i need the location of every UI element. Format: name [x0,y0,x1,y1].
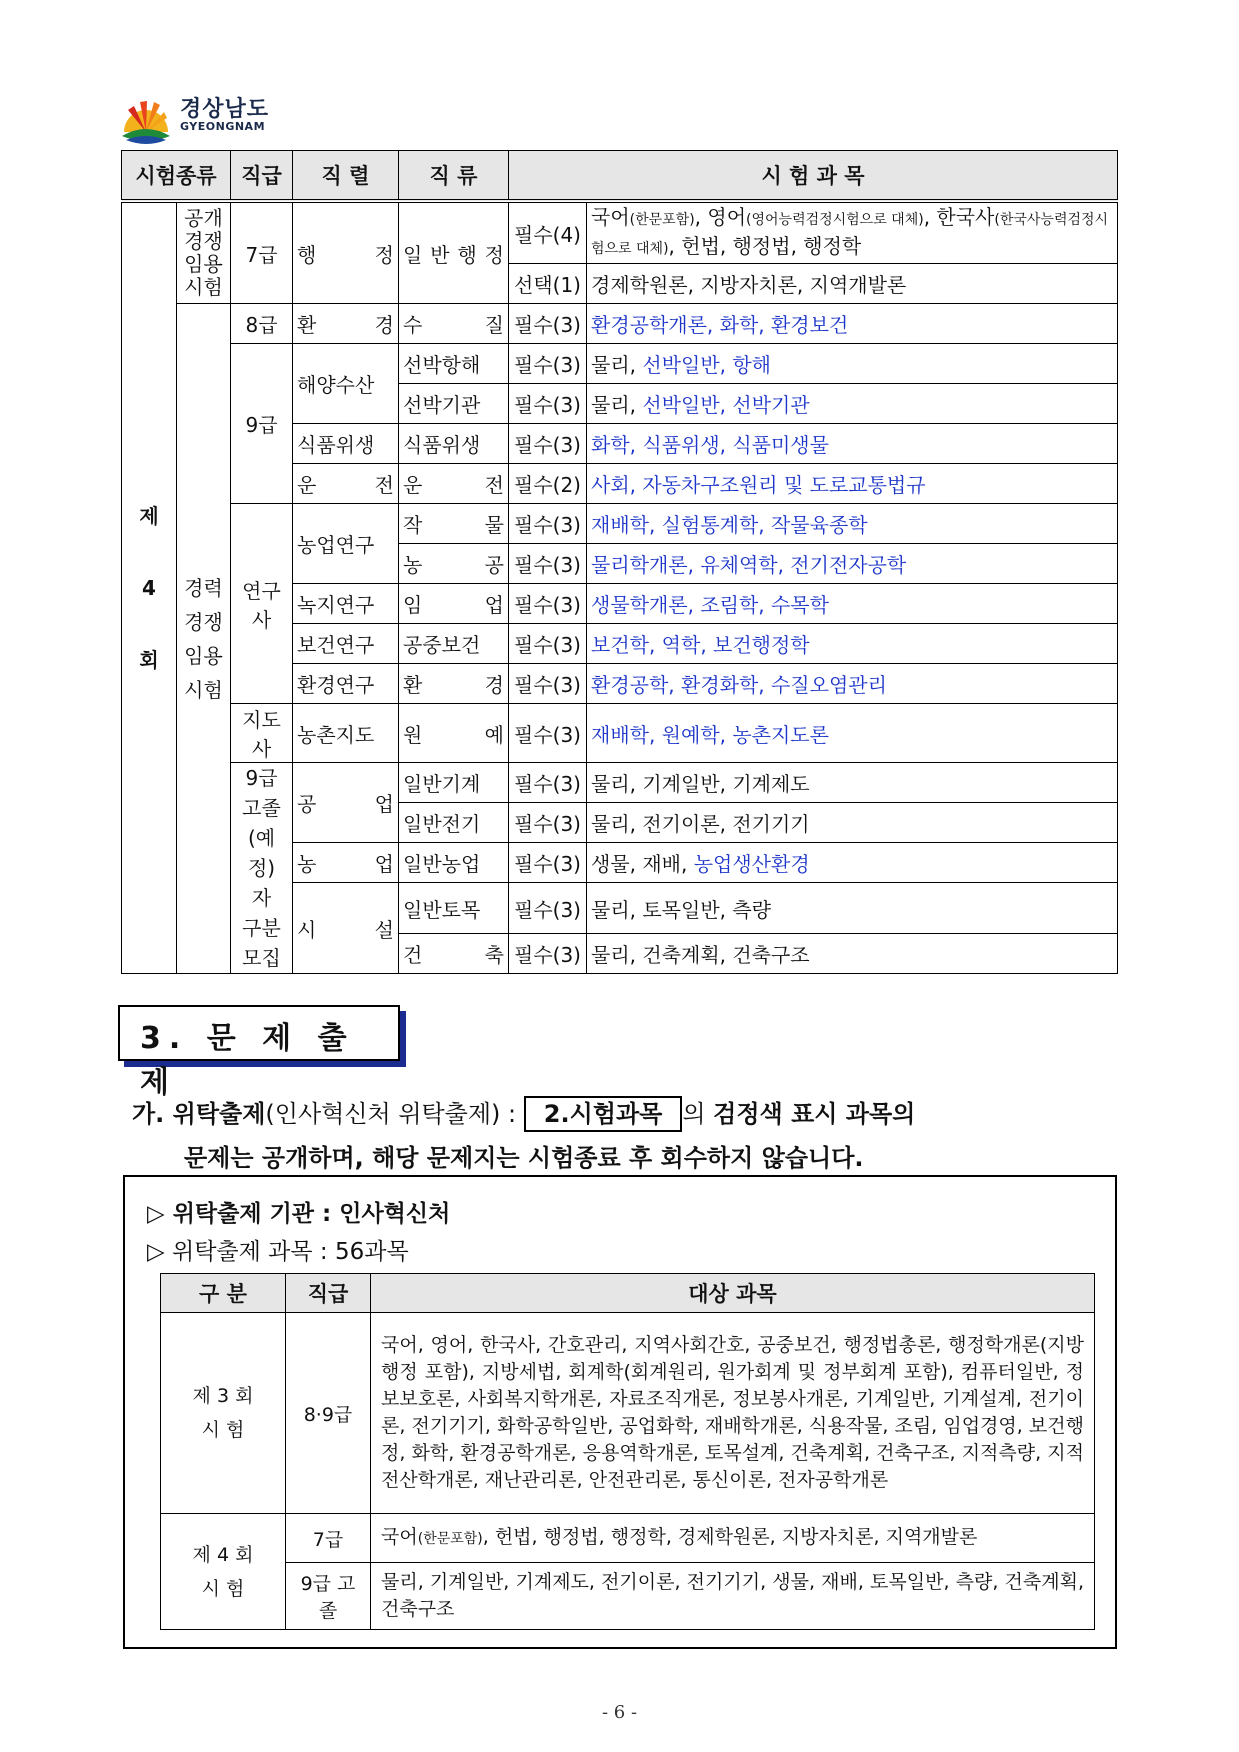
commission-agency: ▷ 위탁출제 기관 : 인사혁신처 [147,1201,451,1227]
subjects-cell [587,763,1118,803]
round-label-part: 회 [139,648,159,672]
subseries-cell: 일반전기 [399,803,509,843]
series-cell: 농 업 [293,843,399,883]
subject-note: (영어능력검정시험으로 대체) [746,212,924,228]
round-4-label [161,1514,286,1630]
commission-subject-count: ▷ 위탁출제 과목 : 56과목 [147,1239,409,1265]
header-grade: 직급 [231,151,293,202]
grade-cell: 연구사 [231,504,293,704]
subjects-cell [587,883,1118,934]
commission-paragraph [132,1092,1122,1180]
table-row [161,1313,1095,1514]
subject-text-blue: 선박일반, 선박기관 [642,393,810,417]
required-label: 필수(3) [509,843,587,883]
required-label: 필수(3) [509,883,587,934]
subjects-cell [587,803,1118,843]
required-label: 필수(3) [509,934,587,974]
series-cell: 식품위생 [293,424,399,464]
round-label-part: 제 [139,504,159,528]
round-label [122,201,177,974]
subseries-cell: 수 질 [399,304,509,344]
logo-korean-name: 경상남도 [180,97,270,122]
series-cell: 환경연구 [293,664,399,704]
subseries-cell: 원 예 [399,704,509,763]
required-label: 필수(3) [509,584,587,624]
subjects-cell [587,304,1118,344]
series-cell: 환 경 [293,304,399,344]
subject-text: 물리, 전기이론, 전기기기 [591,812,810,836]
subject-text-blue: 농업생산환경 [693,852,810,876]
optional-subjects: 경제학원론, 지방자치론, 지역개발론 [587,264,1118,304]
subject-text-blue: 보건학, 역학, 보건행정학 [591,633,810,657]
subjects-cell [587,624,1118,664]
subjects-cell [587,504,1118,544]
subjects-cell [587,843,1118,883]
round-label-line: 제 4 회 [192,1543,254,1566]
gyeongnam-logo [120,90,290,146]
series-cell: 녹지연구 [293,584,399,624]
grade-cell: 8급 [231,304,293,344]
required-label: 필수(3) [509,344,587,384]
required-label: 필수(3) [509,763,587,803]
exam-subject-table [121,150,1118,974]
subjects-cell [587,544,1118,584]
round-4-grade-7: 7급 [286,1514,371,1563]
required-label: 필수(3) [509,304,587,344]
subject-text: 물리, [591,353,643,377]
required-label: 필수(2) [509,464,587,504]
required-label: 필수(3) [509,504,587,544]
table-row [122,504,1118,544]
subjects-cell [587,934,1118,974]
subject-text-blue: 재배학, 실험통계학, 작물육종학 [591,513,868,537]
subject-note: (한국사능력검정시험으로 대체) [591,212,1109,257]
grade-cell: 7급 [231,201,293,304]
series-cell: 농촌지도 [293,704,399,763]
required-label: 필수(3) [509,424,587,464]
paragraph-prefix: 가. 위탁출제 [132,1100,266,1128]
paragraph-suffix: 의 [682,1100,714,1128]
subject-text: , 영어 [694,205,747,229]
table-row [122,304,1118,344]
subseries-cell: 일반농업 [399,843,509,883]
header-target-subjects: 대상 과목 [371,1274,1095,1313]
subject-text: 물리, 토목일반, 측량 [591,897,771,922]
exam-type-open: 공개 경쟁 임용 시험 [177,201,231,304]
subseries-cell: 작 물 [399,504,509,544]
subject-text-blue: 화학, 식품위생, 식품미생물 [591,433,829,457]
subseries-cell: 선박항해 [399,344,509,384]
section-title: 3. 문 제 출 제 [140,1021,355,1100]
round-label-line: 시 험 [201,1419,245,1441]
subject-text: , 헌법, 행정법, 행정학 [668,234,862,258]
round-4-grade-7-subjects [371,1514,1095,1563]
subjects-cell [587,384,1118,424]
subjects-cell [587,424,1118,464]
subseries-cell: 건 축 [399,934,509,974]
subject-text: , 한국사 [923,205,995,229]
subject-text: 생물, 재배, [591,852,694,876]
subject-text: 물리, [591,393,643,417]
table-row [122,704,1118,763]
series-cell: 농업연구 [293,504,399,584]
round-4-grade-9-subjects: 물리, 기계일반, 기계제도, 전기이론, 전기기기, 생물, 재배, 토목일반, 측량, 건축계획, 건축구조 [371,1563,1095,1630]
header-subjects: 시 험 과 목 [509,151,1118,202]
round-label-part: 4 [142,576,156,600]
paragraph-paren: (인사혁신처 위탁출제) : [265,1100,524,1128]
required-label: 필수(3) [509,664,587,704]
table-header-row [161,1274,1095,1313]
grade-cell: 지도사 [231,704,293,763]
header-exam-type: 시험종류 [122,151,231,202]
round-3-subjects: 국어, 영어, 한국사, 간호관리, 지역사회간호, 공중보건, 행정법총론, 행정학개론(지방행정 포함), 지방세법, 회계학(회계원리, 원가회계 및 정부회계 포함), 컴퓨터일반, 정보보호론, 사회복지학개론, 자료조직개론, 정보봉사개론, 기계일반, 기계설계, 전기이론, 전기기기, 화학공학일반, 공업화학, 재배학개론, 식용작물, 조림, 임업경영, 보건행정, 화학, 환경공학개론, 응용역학개론, 토목설계, 건축계획, 건축구조, 지적측량, 지적전산학개론, 재난관리론, 안전관리론, 통신이론, 전자공학개론 [371,1313,1095,1514]
subseries-cell: 임 업 [399,584,509,624]
required-label: 필수(3) [509,544,587,584]
round-label-line: 시 험 [201,1577,245,1600]
subseries-cell: 일반기계 [399,763,509,803]
header-grade: 직급 [286,1274,371,1313]
round-label-line: 제 3 회 [192,1385,254,1407]
round-4-grade-9: 9급 고졸 [286,1563,371,1630]
required-label: 필수(3) [509,704,587,763]
subject-text-blue: 환경공학개론, 화학, 환경보건 [591,313,849,337]
subseries-cell: 운 전 [399,464,509,504]
series-cell: 보건연구 [293,624,399,664]
subject-text-blue: 환경공학, 환경화학, 수질오염관리 [591,673,887,697]
paragraph-line-1 [132,1092,1122,1136]
subseries-cell: 환 경 [399,664,509,704]
required-label: 필수(3) [509,803,587,843]
subjects-cell [587,464,1118,504]
header-series: 직 렬 [293,151,399,202]
series-cell: 행 정 [293,201,399,304]
subseries-cell: 공중보건 [399,624,509,664]
grade-cell: 9급 [231,344,293,504]
subject-text-blue: 생물학개론, 조림학, 수목학 [591,593,829,617]
table-row [122,763,1118,803]
optional-label: 선택(1) [509,264,587,304]
subject-text-blue: 선박일반, 항해 [642,353,771,377]
table-row [161,1563,1095,1630]
subject-text: 물리, 기계일반, 기계제도 [591,772,810,796]
subject-text: , 헌법, 행정법, 행정학, 경제학원론, 지방자치론, 지역개발론 [482,1525,978,1548]
paragraph-line-2: 문제는 공개하며, 해당 문제지는 시험종료 후 회수하지 않습니다. [184,1144,864,1172]
required-label: 필수(3) [509,624,587,664]
subseries-cell: 식품위생 [399,424,509,464]
subjects-cell [587,344,1118,384]
subseries-cell: 일 반 행 정 [399,201,509,304]
subseries-cell: 선박기관 [399,384,509,424]
gyeongnam-sun-emblem-icon [120,92,172,144]
reference-box: 2.시험과목 [524,1096,683,1132]
subseries-cell: 농 공 [399,544,509,584]
required-label: 필수(4) [509,201,587,264]
round-3-grade: 8·9급 [286,1313,371,1514]
subject-text: 물리, 건축계획, 건축구조 [591,943,810,967]
table-header-row [122,151,1118,202]
series-cell: 공 업 [293,763,399,843]
series-cell: 시 설 [293,883,399,974]
required-label: 필수(3) [509,384,587,424]
round-3-label [161,1313,286,1514]
commission-info-box [123,1175,1117,1649]
subject-note: (한문포함) [417,1530,483,1547]
subject-text: 국어 [591,205,630,229]
grade-cell: 9급 고졸 (예정) 자 구분 모집 [231,763,293,974]
table-row [122,201,1118,264]
series-cell: 해양수산 [293,344,399,424]
series-cell: 운 전 [293,464,399,504]
exam-type-career: 경력 경쟁 임용 시험 [177,304,231,974]
commissioned-subjects-table [160,1273,1095,1630]
logo-english-name: GYEONGNAM [180,120,266,133]
header-division: 구 분 [161,1274,286,1313]
section-heading-box [118,1005,400,1100]
subject-note: (한문포함) [629,212,695,228]
table-row [122,344,1118,384]
subject-text-blue: 사회, 자동차구조원리 및 도로교통법규 [591,473,926,497]
subjects-cell [587,584,1118,624]
subseries-cell: 일반토목 [399,883,509,934]
subject-text-blue: 재배학, 원예학, 농촌지도론 [591,722,829,747]
required-subjects [587,201,1118,264]
subject-text: 국어 [381,1525,418,1548]
subjects-cell [587,704,1118,763]
paragraph-bold-text: 검정색 표시 과목의 [713,1100,916,1128]
subject-text-blue: 물리학개론, 유체역학, 전기전자공학 [591,553,907,577]
header-subseries: 직 류 [399,151,509,202]
page-number: - 6 - [601,1702,638,1723]
subjects-cell [587,664,1118,704]
table-row [161,1514,1095,1563]
